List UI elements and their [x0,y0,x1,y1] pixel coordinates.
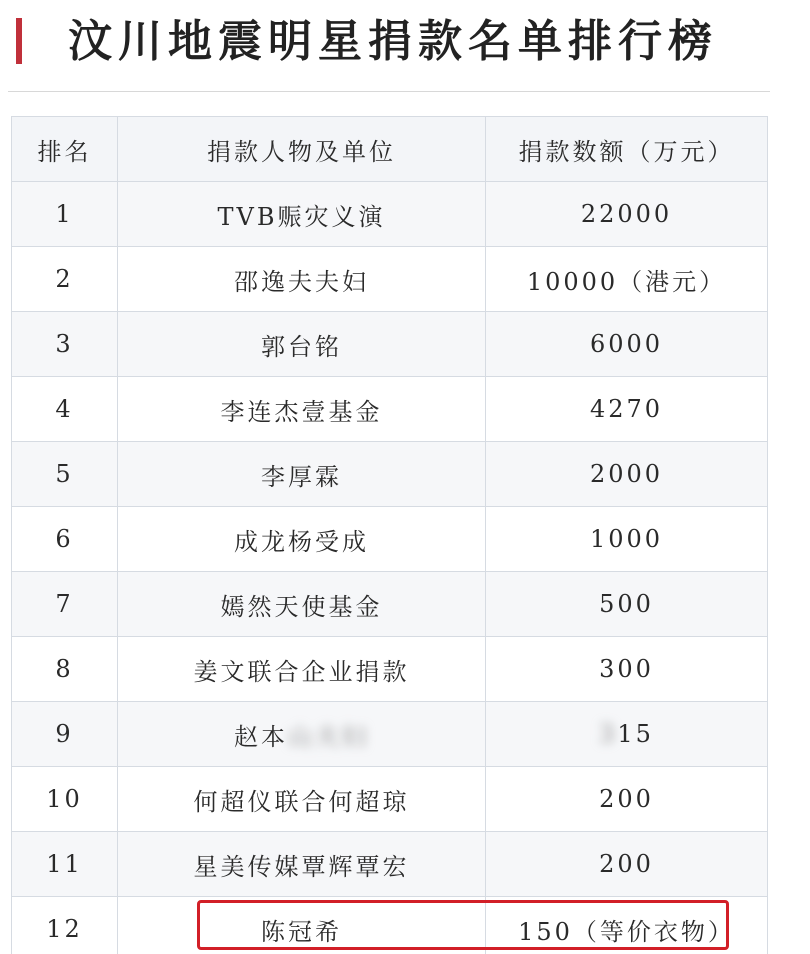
cell-amount: 6000 [486,312,768,377]
table-row [12,637,768,702]
cell-amount: 200 [486,832,768,897]
cell-donor: 成龙杨受成 [118,507,486,572]
table-row [12,832,768,897]
table-row [12,182,768,247]
cell-donor: 何超仪联合何超琼 [118,767,486,832]
table-row [12,767,768,832]
cell-amount: 500 [486,572,768,637]
blurred-text: 山夫妇 [288,722,369,751]
table-row [12,507,768,572]
cell-amount: 4270 [486,377,768,442]
donation-ranking-table [11,116,768,954]
cell-rank: 3 [12,312,118,377]
cell-donor: TVB赈灾义演 [118,182,486,247]
table-row [12,247,768,312]
title-divider [8,91,770,92]
cell-donor: 李厚霖 [118,442,486,507]
table-row [12,377,768,442]
table-row [12,572,768,637]
cell-donor: 星美传媒覃辉覃宏 [118,832,486,897]
cell-donor: 邵逸夫夫妇 [118,247,486,312]
cell-rank: 5 [12,442,118,507]
cell-amount: 1000 [486,507,768,572]
cell-donor: 嫣然天使基金 [118,572,486,637]
cell-rank: 7 [12,572,118,637]
header-donor: 捐款人物及单位 [118,117,486,182]
cell-donor: 郭台铭 [118,312,486,377]
table-header-row [12,117,768,182]
table-row [12,312,768,377]
cell-rank: 1 [12,182,118,247]
cell-donor: 李连杰壹基金 [118,377,486,442]
blurred-text: 3 [599,720,618,748]
cell-amount: 22000 [486,182,768,247]
cell-amount: 10000（港元） [486,247,768,312]
cell-donor: 陈冠希 [118,897,486,954]
title-accent-bar [16,18,22,64]
table-row [12,702,768,767]
cell-amount [486,702,768,767]
cell-amount: 2000 [486,442,768,507]
cell-rank: 12 [12,897,118,954]
table-row [12,897,768,954]
cell-donor: 姜文联合企业捐款 [118,637,486,702]
page-title: 汶川地震明星捐款名单排行榜 [68,16,718,67]
cell-rank: 4 [12,377,118,442]
cell-amount: 200 [486,767,768,832]
cell-rank: 2 [12,247,118,312]
cell-donor [118,702,486,767]
cell-rank: 8 [12,637,118,702]
amount-visible: 15 [617,720,654,748]
cell-rank: 6 [12,507,118,572]
cell-rank: 11 [12,832,118,897]
table-row [12,442,768,507]
cell-rank: 9 [12,702,118,767]
donor-name-visible: 赵本 [234,722,288,751]
cell-rank: 10 [12,767,118,832]
header-amount: 捐款数额（万元） [486,117,768,182]
cell-amount: 300 [486,637,768,702]
header-rank: 排名 [12,117,118,182]
cell-amount: 150（等价衣物） [486,897,768,954]
